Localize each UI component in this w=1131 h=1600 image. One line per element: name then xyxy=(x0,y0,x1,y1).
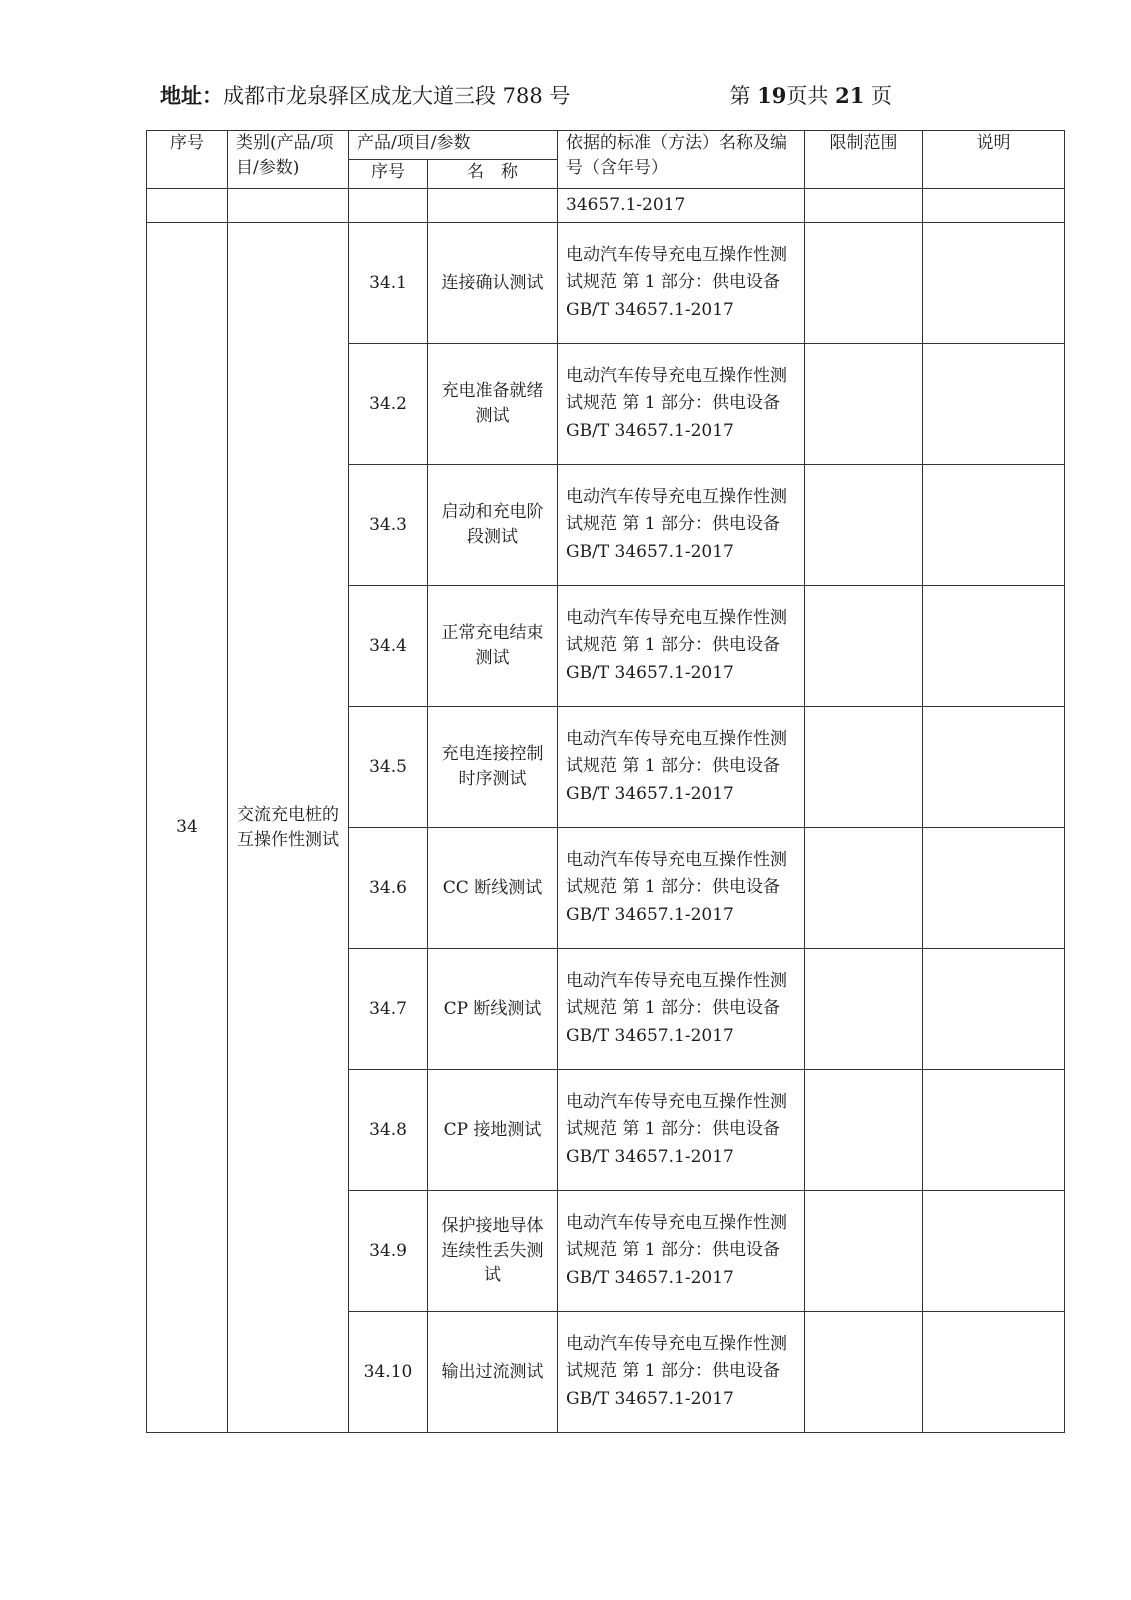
row-note xyxy=(923,707,1065,828)
row-limit xyxy=(805,344,923,465)
row-standard: 电动汽车传导充电互操作性测试规范 第 1 部分：供电设备 GB/T 34657.1-2017 xyxy=(558,586,805,707)
row-sub-seq: 34.1 xyxy=(349,223,428,344)
row-name: 保护接地导体连续性丢失测试 xyxy=(428,1191,558,1312)
row-standard: 电动汽车传导充电互操作性测试规范 第 1 部分：供电设备 GB/T 34657.1-2017 xyxy=(558,223,805,344)
row-sub-seq: 34.10 xyxy=(349,1312,428,1433)
continuation-row xyxy=(147,189,1065,223)
row-sub-seq: 34.3 xyxy=(349,465,428,586)
group-category: 交流充电桩的互操作性测试 xyxy=(228,223,349,1433)
header-seq: 序号 xyxy=(147,131,228,189)
row-limit xyxy=(805,1312,923,1433)
group-seq: 34 xyxy=(147,223,228,1433)
row-sub-seq: 34.5 xyxy=(349,707,428,828)
row-note xyxy=(923,949,1065,1070)
row-standard: 电动汽车传导充电互操作性测试规范 第 1 部分：供电设备 GB/T 34657.1-2017 xyxy=(558,1191,805,1312)
row-limit xyxy=(805,586,923,707)
header-sub-seq: 序号 xyxy=(349,160,428,189)
row-name: 连接确认测试 xyxy=(428,223,558,344)
row-note xyxy=(923,1312,1065,1433)
row-name: CP 断线测试 xyxy=(428,949,558,1070)
row-limit xyxy=(805,828,923,949)
row-note xyxy=(923,828,1065,949)
page-current: 19 xyxy=(757,83,787,108)
row-name: 充电连接控制时序测试 xyxy=(428,707,558,828)
row-note xyxy=(923,586,1065,707)
row-limit xyxy=(805,1070,923,1191)
row-sub-seq: 34.8 xyxy=(349,1070,428,1191)
row-standard: 电动汽车传导充电互操作性测试规范 第 1 部分：供电设备 GB/T 34657.1-2017 xyxy=(558,828,805,949)
row-standard: 电动汽车传导充电互操作性测试规范 第 1 部分：供电设备 GB/T 34657.1-2017 xyxy=(558,949,805,1070)
row-note xyxy=(923,1070,1065,1191)
address-text: 成都市龙泉驿区成龙大道三段 788 号 xyxy=(223,84,571,108)
address-line xyxy=(160,80,570,110)
row-name: 输出过流测试 xyxy=(428,1312,558,1433)
header-product-group: 产品/项目/参数 xyxy=(349,131,558,160)
header-sub-name: 名 称 xyxy=(428,160,558,189)
page-suffix: 页 xyxy=(864,84,892,108)
page-header xyxy=(160,78,892,112)
row-name: CC 断线测试 xyxy=(428,828,558,949)
header-limit: 限制范围 xyxy=(805,131,923,189)
row-name: 正常充电结束测试 xyxy=(428,586,558,707)
row-limit xyxy=(805,223,923,344)
page-total: 21 xyxy=(835,83,865,108)
row-limit xyxy=(805,1191,923,1312)
row-sub-seq: 34.7 xyxy=(349,949,428,1070)
header-category: 类别(产品/项目/参数) xyxy=(228,131,349,189)
row-sub-seq: 34.6 xyxy=(349,828,428,949)
scope-table xyxy=(146,130,1065,1433)
address-label: 地址： xyxy=(160,83,223,108)
row-note xyxy=(923,344,1065,465)
row-sub-seq: 34.2 xyxy=(349,344,428,465)
row-standard: 电动汽车传导充电互操作性测试规范 第 1 部分：供电设备 GB/T 34657.1-2017 xyxy=(558,1312,805,1433)
header-note: 说明 xyxy=(923,131,1065,189)
row-limit xyxy=(805,465,923,586)
table-row xyxy=(147,223,1065,344)
row-note xyxy=(923,223,1065,344)
page-prefix: 第 xyxy=(729,84,758,108)
row-standard: 电动汽车传导充电互操作性测试规范 第 1 部分：供电设备 GB/T 34657.1-2017 xyxy=(558,344,805,465)
row-name: 充电准备就绪测试 xyxy=(428,344,558,465)
header-standard: 依据的标准（方法）名称及编号（含年号） xyxy=(558,131,805,189)
row-note xyxy=(923,465,1065,586)
row-name: 启动和充电阶段测试 xyxy=(428,465,558,586)
row-sub-seq: 34.9 xyxy=(349,1191,428,1312)
row-standard: 电动汽车传导充电互操作性测试规范 第 1 部分：供电设备 GB/T 34657.1-2017 xyxy=(558,1070,805,1191)
row-note xyxy=(923,1191,1065,1312)
page-middle: 页共 xyxy=(786,84,836,108)
page-number xyxy=(729,80,892,110)
row-name: CP 接地测试 xyxy=(428,1070,558,1191)
row-standard: 电动汽车传导充电互操作性测试规范 第 1 部分：供电设备 GB/T 34657.1-2017 xyxy=(558,707,805,828)
row-limit xyxy=(805,707,923,828)
row-standard: 电动汽车传导充电互操作性测试规范 第 1 部分：供电设备 GB/T 34657.1-2017 xyxy=(558,465,805,586)
row-limit xyxy=(805,949,923,1070)
row-sub-seq: 34.4 xyxy=(349,586,428,707)
continuation-standard: 34657.1-2017 xyxy=(558,189,805,223)
